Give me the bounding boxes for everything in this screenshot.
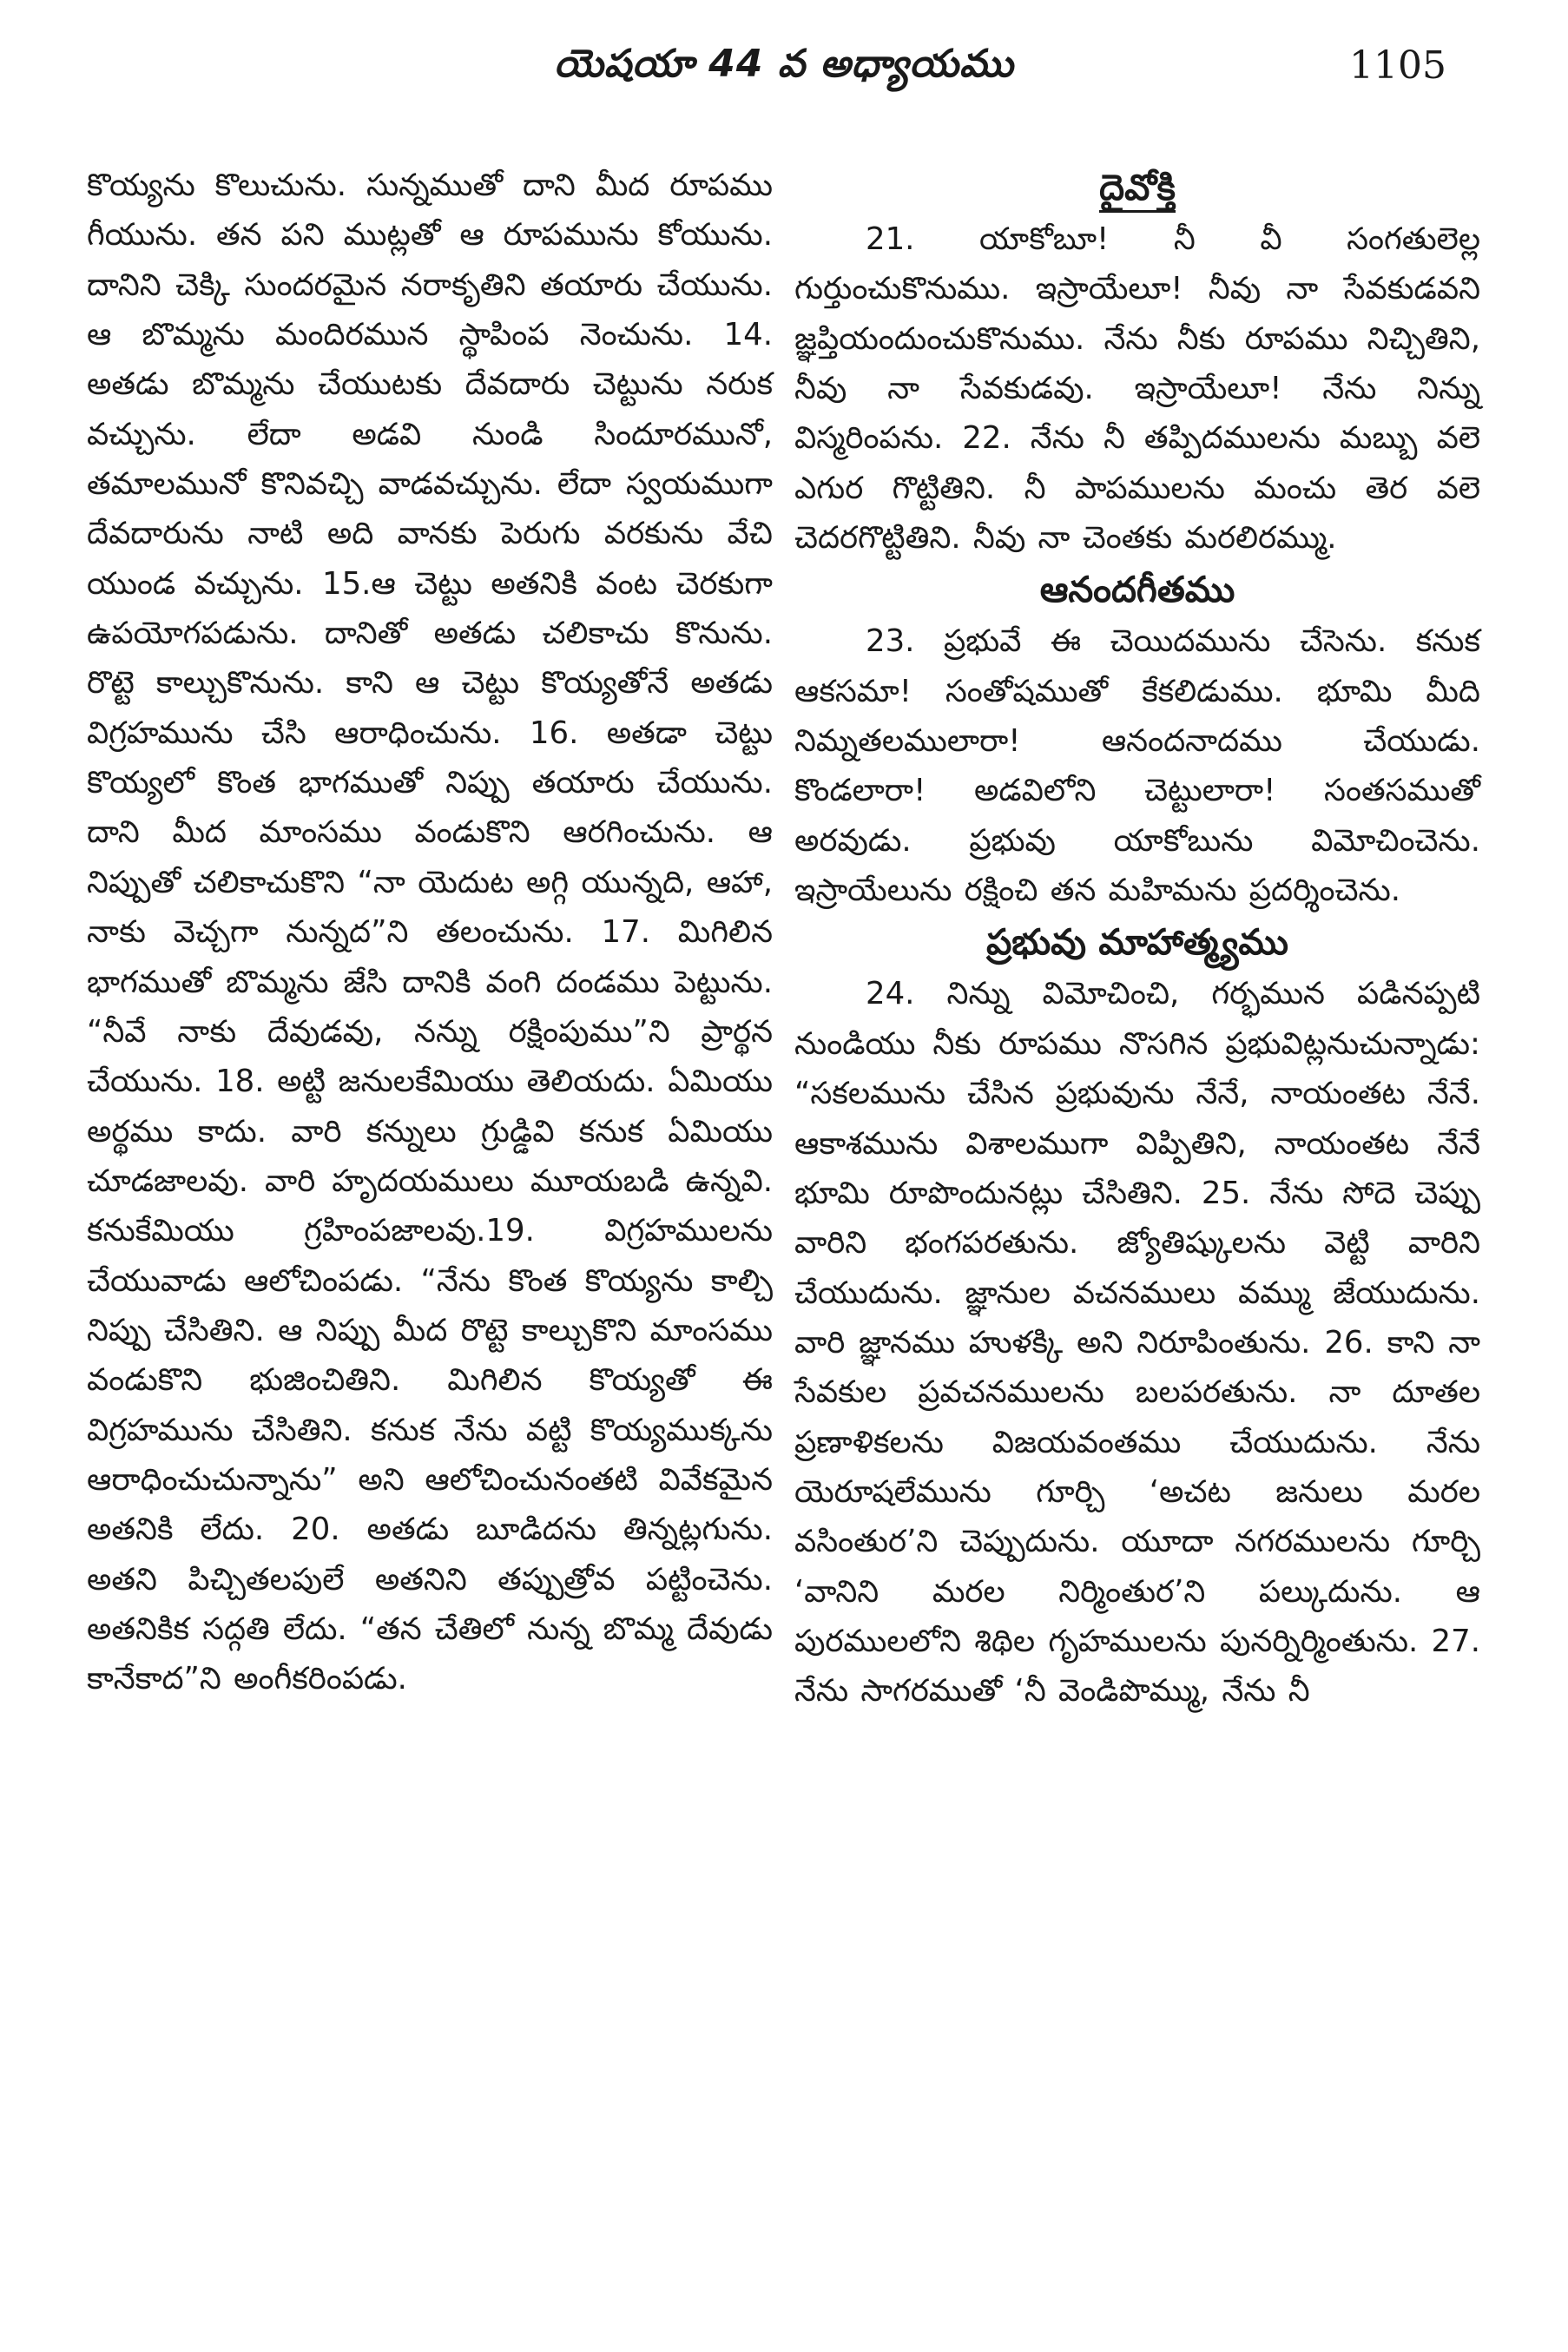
page-number: 1105 (1349, 43, 1446, 88)
left-column (87, 161, 773, 1704)
section-text-song-of-joy: 23. ప్రభువే ఈ చెయిదమును చేసెను. కనుక ఆకసమా! సంతోషముతో కేకలిడుము. భూమి మీది నిమ్నతలములారా! ఆనందనాదము చేయుడు. కొండలారా! అడవిలోని చెట్టులారా! సంతసముతో అరవుడు. ప్రభువు యాకోబును విమోచించెను. ఇస్రాయేలును రక్షించి తన మహిమను ప్రదర్శించెను. (794, 623, 1480, 909)
page-header (0, 42, 1568, 111)
section-heading-song-of-joy: ఆనందగీతము (1039, 569, 1235, 611)
section-text-lords-greatness: 24. నిన్ను విమోచించి, గర్భమున పడినప్పటి నుండియు నీకు రూపము నొసగిన ప్రభువిట్లనుచున్నాడు: “సకలమును చేసిన ప్రభువును నేనే, నాయంతట నేనే. ఆకాశమును విశాలముగా విప్పితిని, నాయంతట నేనే భూమి రూపొందునట్లు చేసితిని. 25. నేను సోదె చెప్పు వారిని భంగపరతును. జ్యోతిష్కులను వెట్టి వారిని చేయుదును. జ్ఞానుల వచనములు వమ్ము జేయుదును. వారి జ్ఞానము హుళక్కి అని నిరూపింతును. 26. కాని నా సేవకుల ప్రవచనములను బలపరతును. నా దూతల ప్రణాళికలను విజయవంతము చేయుదును. నేను యెరూషలేమును గూర్చి ‘అచట జనులు మరల వసింతుర’ని చెప్పుదును. యూదా నగరములను గూర్చి ‘వానిని మరల నిర్మింతుర’ని పల్కుదును. ఆ పురములలోని శిథిల గృహములను పునర్నిర్మింతును. 27. నేను సాగరముతో ‘నీ వెండిపొమ్ము, నేను నీ (794, 976, 1480, 1710)
running-head-title: యెషయా 44 వ అధ్యాయము (554, 42, 1014, 86)
section-heading-lords-greatness: ప్రభువు మాహాత్మ్యము (986, 921, 1288, 964)
section-heading-text: దైవోక్తి (1099, 167, 1176, 213)
body-text-left: కొయ్యను కొలుచును. సున్నముతో దాని మీద రూపము గీయును. తన పని ముట్లతో ఆ రూపమును కోయును. దానిని చెక్కి సుందరమైన నరాకృతిని తయారు చేయును. ఆ బొమ్మను మందిరమున స్థాపింప నెంచును. 14. అతడు బొమ్మను చేయుటకు దేవదారు చెట్టును నరుక వచ్చును. లేదా అడవి నుండి సిందూరమునో, తమాలమునో కొనివచ్చి వాడవచ్చును. లేదా స్వయముగా దేవదారును నాటి అది వానకు పెరుగు వరకును వేచి యుండ వచ్చును. 15.ఆ చెట్టు అతనికి వంట చెరకుగా ఉపయోగపడును. దానితో అతడు చలికాచు కొనును. రొట్టె కాల్చుకొనును. కాని ఆ చెట్టు కొయ్యతోనే అతడు విగ్రహమును చేసి ఆరాధించును. 16. అతడా చెట్టు కొయ్యలో కొంత భాగముతో నిప్పు తయారు చేయును. దాని మీద మాంసము వండుకొని ఆరగించును. ఆ నిప్పుతో చలికాచుకొని “నా యెదుట అగ్గి యున్నది, ఆహా, నాకు వెచ్చగా నున్నద”ని తలంచును. 17. మిగిలిన భాగముతో బొమ్మను జేసి దానికి వంగి దండము పెట్టును. “నీవే నాకు దేవుడవు, నన్ను రక్షింపుము”ని ప్రార్థన చేయును. 18. అట్టి జనులకేమియు తెలియదు. ఏమియు అర్థము కాదు. వారి కన్నులు గ్రుడ్డివి కనుక ఏమియు చూడజాలవు. వారి హృదయములు మూయబడి ఉన్నవి. కనుకేమియు గ్రహింపజాలవు.19. విగ్రహములను చేయువాడు ఆలోచింపడు. “నేను కొంత కొయ్యను కాల్చి నిప్పు చేసితిని. ఆ నిప్పు మీద రొట్టె కాల్చుకొని మాంసము వండుకొని భుజించితిని. మిగిలిన కొయ్యతో ఈ విగ్రహమును చేసితిని. కనుక నేను వట్టి కొయ్యముక్కను ఆరాధించుచున్నాను” అని ఆలోచించునంతటి వివేకమైన అతనికి లేదు. 20. అతడు బూడిదను తిన్నట్లగును. అతని పిచ్చితలపులే అతనిని తప్పుత్రోవ పట్టించెను. అతనికిక సద్గతి లేదు. “తన చేతిలో నున్న బొమ్మ దేవుడు కానేకాద”ని అంగీకరింపడు. (87, 168, 773, 1697)
section-text-divine-oracle: 21. యాకోబూ! నీ వీ సంగతులెల్ల గుర్తుంచుకొనుము. ఇస్రాయేలూ! నీవు నా సేవకుడవని జ్ఞప్తియందుంచుకొనుము. నేను నీకు రూపము నిచ్చితిని, నీవు నా సేవకుడవు. ఇస్రాయేలూ! నేను నిన్ను విస్మరింపను. 22. నేను నీ తప్పిదములను మబ్బు వలె ఎగుర గొట్టితిని. నీ పాపములను మంచు తెర వలె చెదరగొట్టితిని. నీవు నా చెంతకు మరలిరమ్ము. (794, 221, 1480, 557)
section-heading-divine-oracle (794, 161, 1480, 214)
right-column (794, 161, 1480, 1716)
